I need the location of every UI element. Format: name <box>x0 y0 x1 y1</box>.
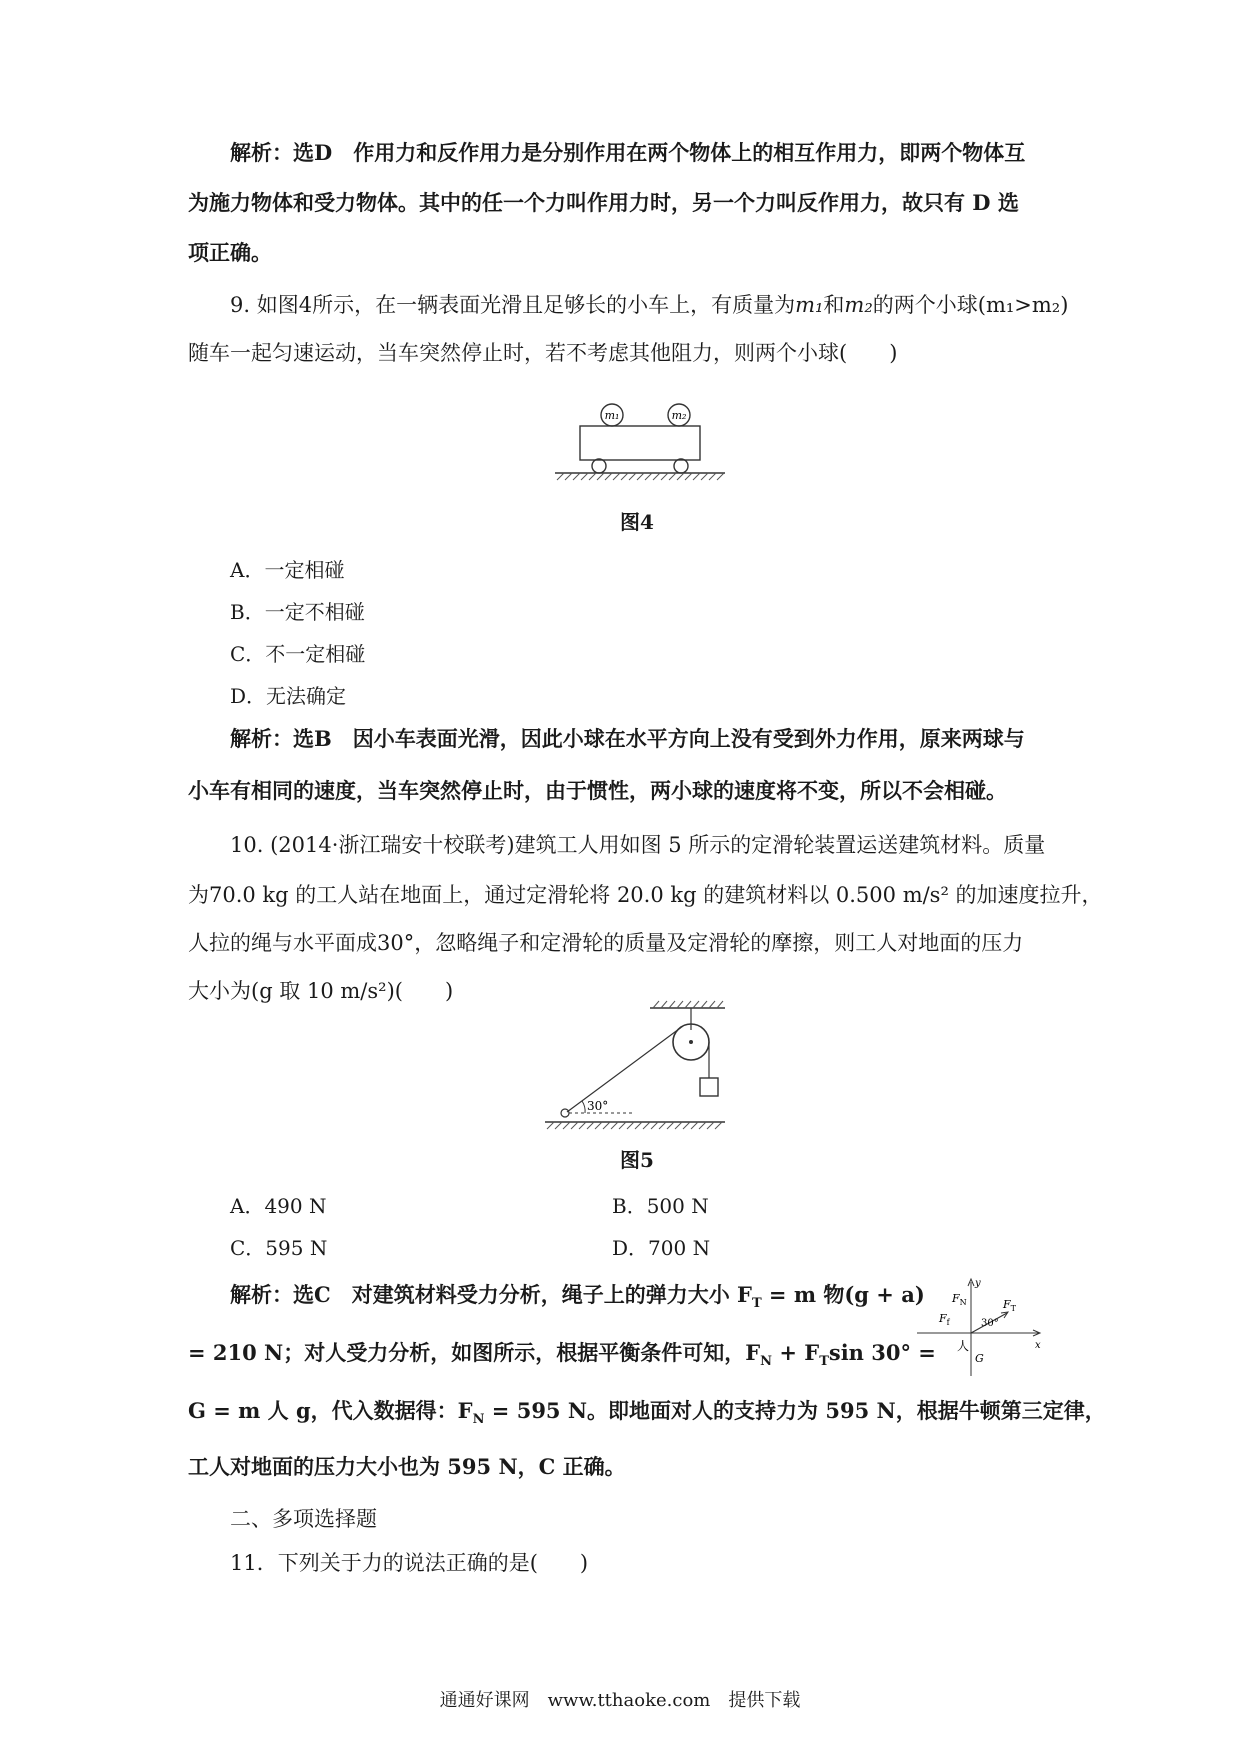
q9-option-b: B．一定不相碰 <box>230 600 365 624</box>
section-2-heading: 二、多项选择题 <box>230 1507 377 1531</box>
ff-label: $F_f$ <box>939 1312 950 1327</box>
x-axis-label: x <box>1035 1340 1041 1351</box>
rope-to-worker <box>567 1026 683 1112</box>
q10-answer-line-3: G = m 人 g，代入数据得：$F_N = 595$ N。即地面对人的支持力为 595 N，根据牛顿第三定律， <box>188 1398 1106 1428</box>
q10-option-b: B．500 N <box>612 1194 709 1218</box>
q9-stem-a: 9. 如图4所示，在一辆表面光滑且足够长的小车上，有质量为 <box>230 293 796 317</box>
q10-option-a: A．490 N <box>230 1194 327 1218</box>
cart-wheel-left <box>592 459 606 473</box>
q10-answer-line-2: = 210 N；对人受力分析，如图所示，根据平衡条件可知，$F_N + F_T\sin$ 30° = <box>188 1340 936 1370</box>
angle-label: 30° <box>587 1099 609 1113</box>
q9-stem-line-1 <box>230 290 1068 320</box>
page-footer: 通通好课网 www.tthaoke.com 提供下载 <box>439 1690 801 1711</box>
q8-answer-line-3: 项正确。 <box>188 240 272 265</box>
q8-answer-line-1: 解析：选D 作用力和反作用力是分别作用在两个物体上的相互作用力，即两个物体互 <box>230 140 1026 165</box>
ball-m1-label: m₁ <box>604 409 620 422</box>
worker-point <box>561 1109 569 1117</box>
q9-option-a: A．一定相碰 <box>230 558 345 582</box>
q10-stem-text-1: 建筑工人用如图 5 所示的定滑轮装置运送建筑材料。质量 <box>514 833 1046 857</box>
figure-5-caption: 图5 <box>620 1148 654 1172</box>
q10-answer-line-4: 工人对地面的压力大小也为 595 N，C 正确。 <box>188 1454 626 1479</box>
floor-hatch <box>547 1122 722 1129</box>
free-body-diagram <box>915 1276 1045 1382</box>
figure-4-caption: 图4 <box>620 510 654 534</box>
q11-stem: 11．下列关于力的说法正确的是( ) <box>230 1551 589 1575</box>
fbd-angle-label: 30° <box>981 1318 999 1329</box>
ball-m2-label: m₂ <box>671 409 687 422</box>
g-label: G <box>975 1352 984 1365</box>
q9-stem-line-2: 随车一起匀速运动，当车突然停止时，若不考虑其他阻力，则两个小球( ) <box>188 341 898 365</box>
q8-answer-line-2: 为施力物体和受力物体。其中的任一个力叫作用力时，另一个力叫反作用力，故只有 D 选 <box>188 190 1019 215</box>
person-label: 人 <box>957 1339 970 1353</box>
q10-answer-line-1: 解析：选C 对建筑材料受力分析，绳子上的弹力大小 $F_T = m$ 物(g + a) <box>230 1282 925 1312</box>
pulley-figure <box>545 1000 735 1130</box>
q9-answer-line-1: 解析：选B 因小车表面光滑，因此小球在水平方向上没有受到外力作用，原来两球与 <box>230 726 1025 751</box>
ground-hatch <box>557 473 724 480</box>
q10-stem-line-4: 大小为(g 取 10 m/s²)( ) <box>188 979 454 1003</box>
q9-stem-b: 的两个小球(m₁>m₂) <box>872 293 1069 317</box>
q9-m1: m₁ <box>795 293 824 317</box>
cart-wheel-right <box>674 459 688 473</box>
fn-label: $F_N$ <box>952 1292 967 1307</box>
q9-m2: m₂ <box>844 293 873 317</box>
cart-figure <box>555 400 725 490</box>
q10-stem-line-1 <box>230 830 1045 860</box>
cart-body <box>580 426 700 460</box>
q9-option-d: D．无法确定 <box>230 684 347 708</box>
pulley-axle <box>689 1040 693 1044</box>
q10-option-d: D．700 N <box>612 1236 711 1260</box>
q10-number-source: 10. (2014·浙江瑞安十校联考) <box>230 833 515 857</box>
angle-arc <box>582 1101 585 1113</box>
q10-stem-line-2: 为70.0 kg 的工人站在地面上，通过定滑轮将 20.0 kg 的建筑材料以 0.500 m/s² 的加速度拉升， <box>188 883 1103 907</box>
q9-option-c: C．不一定相碰 <box>230 642 366 666</box>
q9-answer-line-2: 小车有相同的速度，当车突然停止时，由于惯性，两小球的速度将不变，所以不会相碰。 <box>188 778 1007 803</box>
q10-stem-line-3: 人拉的绳与水平面成30°，忽略绳子和定滑轮的质量及定滑轮的摩擦，则工人对地面的压力 <box>188 931 1024 955</box>
y-axis-label: y <box>975 1278 981 1289</box>
q10-option-c: C．595 N <box>230 1236 328 1260</box>
ceiling-hatch <box>653 1001 723 1008</box>
load-box <box>700 1078 718 1096</box>
q9-and: 和 <box>823 293 845 317</box>
ft-label: $F_T$ <box>1003 1298 1016 1313</box>
